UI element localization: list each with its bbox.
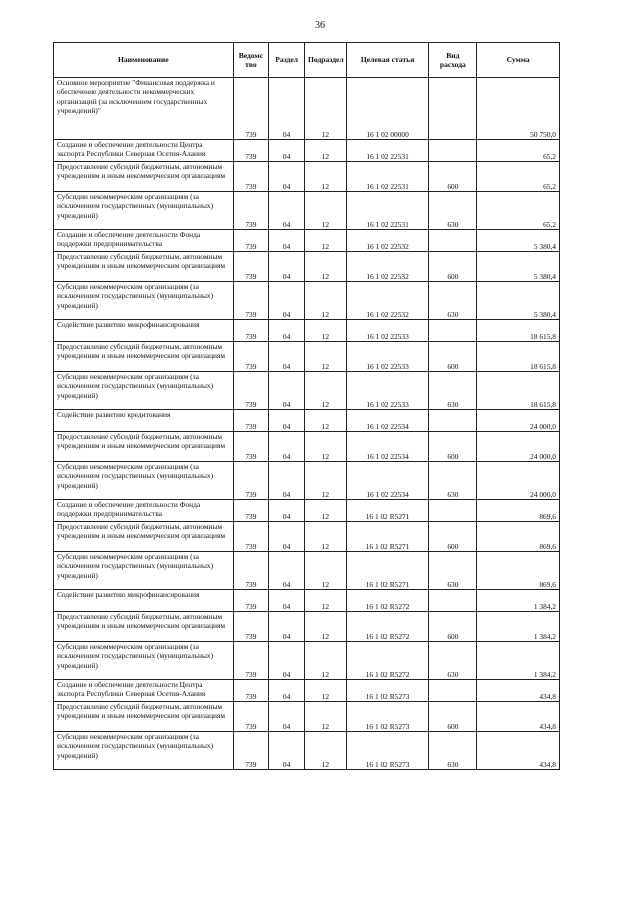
row-target-article: 16 1 02 R5271 <box>346 552 429 590</box>
table-row <box>54 342 560 372</box>
row-name: Субсидии некоммерческим организациям (за исключением государственных (муниципальных) учреждений) <box>54 732 234 770</box>
row-sum: 434,8 <box>477 702 560 732</box>
row-sum: 18 615,8 <box>477 372 560 410</box>
row-vedomstvo: 739 <box>233 192 269 230</box>
row-sum: 65,2 <box>477 162 560 192</box>
row-sum: 65,2 <box>477 140 560 162</box>
table-row <box>54 282 560 320</box>
row-target-article: 16 1 02 R5273 <box>346 680 429 702</box>
row-name: Предоставление субсидий бюджетным, автономным учреждениям и иным некоммерческим организациям <box>54 702 234 732</box>
row-podrazdel: 12 <box>304 432 346 462</box>
row-razdel: 04 <box>269 252 305 282</box>
table-row <box>54 702 560 732</box>
row-target-article: 16 1 02 22531 <box>346 162 429 192</box>
row-podrazdel: 12 <box>304 702 346 732</box>
row-sum: 1 384,2 <box>477 642 560 680</box>
row-razdel: 04 <box>269 590 305 612</box>
row-razdel: 04 <box>269 680 305 702</box>
row-target-article: 16 1 02 22531 <box>346 192 429 230</box>
header-razdel: Раздел <box>269 43 305 78</box>
row-podrazdel: 12 <box>304 500 346 522</box>
row-expense-type: 600 <box>429 522 477 552</box>
row-podrazdel: 12 <box>304 252 346 282</box>
row-vedomstvo: 739 <box>233 252 269 282</box>
table-row <box>54 590 560 612</box>
row-name: Создание и обеспечение деятельности Фонда поддержки предпринимательства <box>54 500 234 522</box>
row-target-article: 16 1 02 22534 <box>346 410 429 432</box>
row-sum: 434,8 <box>477 732 560 770</box>
row-expense-type: 630 <box>429 372 477 410</box>
row-name: Субсидии некоммерческим организациям (за исключением государственных (муниципальных) учреждений) <box>54 192 234 230</box>
row-sum: 18 615,8 <box>477 342 560 372</box>
row-razdel: 04 <box>269 732 305 770</box>
row-name: Предоставление субсидий бюджетным, автономным учреждениям и иным некоммерческим организациям <box>54 522 234 552</box>
row-vedomstvo: 739 <box>233 590 269 612</box>
row-vedomstvo: 739 <box>233 732 269 770</box>
row-target-article: 16 1 02 22534 <box>346 432 429 462</box>
row-razdel: 04 <box>269 192 305 230</box>
row-sum: 65,2 <box>477 192 560 230</box>
row-razdel: 04 <box>269 342 305 372</box>
table-row <box>54 500 560 522</box>
row-podrazdel: 12 <box>304 78 346 140</box>
row-name: Создание и обеспечение деятельности Центра экспорта Республики Северная Осетия-Алания <box>54 680 234 702</box>
row-vedomstvo: 739 <box>233 522 269 552</box>
table-row <box>54 612 560 642</box>
row-target-article: 16 1 02 R5272 <box>346 590 429 612</box>
row-expense-type: 630 <box>429 462 477 500</box>
row-sum: 5 380,4 <box>477 282 560 320</box>
header-sum: Сумма <box>477 43 560 78</box>
row-target-article: 16 1 02 R5273 <box>346 702 429 732</box>
row-podrazdel: 12 <box>304 342 346 372</box>
row-sum: 869,6 <box>477 500 560 522</box>
table-row <box>54 732 560 770</box>
row-podrazdel: 12 <box>304 140 346 162</box>
row-expense-type: 600 <box>429 342 477 372</box>
row-vedomstvo: 739 <box>233 78 269 140</box>
row-name: Предоставление субсидий бюджетным, автономным учреждениям и иным некоммерческим организациям <box>54 162 234 192</box>
row-target-article: 16 1 02 R5273 <box>346 732 429 770</box>
row-name: Предоставление субсидий бюджетным, автономным учреждениям и иным некоммерческим организациям <box>54 612 234 642</box>
header-podrazdel: Подраздел <box>304 43 346 78</box>
row-target-article: 16 1 02 22532 <box>346 252 429 282</box>
table-row <box>54 320 560 342</box>
budget-table <box>53 42 560 770</box>
row-vedomstvo: 739 <box>233 432 269 462</box>
row-podrazdel: 12 <box>304 590 346 612</box>
row-vedomstvo: 739 <box>233 282 269 320</box>
row-target-article: 16 1 02 22534 <box>346 462 429 500</box>
row-vedomstvo: 739 <box>233 642 269 680</box>
row-expense-type <box>429 230 477 252</box>
row-expense-type: 630 <box>429 192 477 230</box>
row-razdel: 04 <box>269 230 305 252</box>
row-razdel: 04 <box>269 282 305 320</box>
row-name: Основное мероприятие "Финансовая поддержка и обеспечение деятельности некоммерческих организаций (за исключением государственных учреждений)" <box>54 78 234 140</box>
row-razdel: 04 <box>269 500 305 522</box>
row-sum: 24 000,0 <box>477 432 560 462</box>
row-razdel: 04 <box>269 320 305 342</box>
row-target-article: 16 1 02 00000 <box>346 78 429 140</box>
header-name: Наименование <box>54 43 234 78</box>
row-expense-type <box>429 140 477 162</box>
row-target-article: 16 1 02 22533 <box>346 342 429 372</box>
row-podrazdel: 12 <box>304 732 346 770</box>
row-name: Субсидии некоммерческим организациям (за исключением государственных (муниципальных) учреждений) <box>54 552 234 590</box>
table-row <box>54 552 560 590</box>
row-podrazdel: 12 <box>304 320 346 342</box>
row-vedomstvo: 739 <box>233 462 269 500</box>
row-sum: 869,6 <box>477 522 560 552</box>
table-row <box>54 462 560 500</box>
row-name: Предоставление субсидий бюджетным, автономным учреждениям и иным некоммерческим организациям <box>54 252 234 282</box>
table-row <box>54 140 560 162</box>
row-razdel: 04 <box>269 462 305 500</box>
row-razdel: 04 <box>269 552 305 590</box>
row-vedomstvo: 739 <box>233 612 269 642</box>
table-row <box>54 410 560 432</box>
row-razdel: 04 <box>269 432 305 462</box>
row-target-article: 16 1 02 R5271 <box>346 500 429 522</box>
row-target-article: 16 1 02 R5271 <box>346 522 429 552</box>
row-vedomstvo: 739 <box>233 230 269 252</box>
row-podrazdel: 12 <box>304 230 346 252</box>
row-podrazdel: 12 <box>304 282 346 320</box>
row-sum: 5 380,4 <box>477 230 560 252</box>
row-expense-type: 600 <box>429 702 477 732</box>
row-sum: 1 384,2 <box>477 612 560 642</box>
table-row <box>54 162 560 192</box>
header-vedomstvo: Ведомство <box>233 43 269 78</box>
row-razdel: 04 <box>269 702 305 732</box>
row-expense-type <box>429 78 477 140</box>
table-row <box>54 192 560 230</box>
row-target-article: 16 1 02 22532 <box>346 282 429 320</box>
row-name: Субсидии некоммерческим организациям (за исключением государственных (муниципальных) учреждений) <box>54 642 234 680</box>
row-vedomstvo: 739 <box>233 162 269 192</box>
row-vedomstvo: 739 <box>233 552 269 590</box>
row-vedomstvo: 739 <box>233 702 269 732</box>
table-row <box>54 642 560 680</box>
row-vedomstvo: 739 <box>233 342 269 372</box>
row-expense-type: 630 <box>429 552 477 590</box>
table-row <box>54 372 560 410</box>
row-razdel: 04 <box>269 642 305 680</box>
row-sum: 5 380,4 <box>477 252 560 282</box>
row-target-article: 16 1 02 22533 <box>346 372 429 410</box>
row-target-article: 16 1 02 22531 <box>346 140 429 162</box>
row-razdel: 04 <box>269 522 305 552</box>
row-sum: 24 000,0 <box>477 410 560 432</box>
header-target-article: Целевая статья <box>346 43 429 78</box>
row-podrazdel: 12 <box>304 162 346 192</box>
row-name: Содействие развитию кредитования <box>54 410 234 432</box>
row-vedomstvo: 739 <box>233 372 269 410</box>
row-sum: 1 384,2 <box>477 590 560 612</box>
row-name: Предоставление субсидий бюджетным, автономным учреждениям и иным некоммерческим организациям <box>54 342 234 372</box>
row-podrazdel: 12 <box>304 612 346 642</box>
row-name: Создание и обеспечение деятельности Фонда поддержки предпринимательства <box>54 230 234 252</box>
table-row <box>54 522 560 552</box>
row-razdel: 04 <box>269 78 305 140</box>
row-expense-type: 630 <box>429 642 477 680</box>
row-expense-type: 600 <box>429 432 477 462</box>
row-razdel: 04 <box>269 140 305 162</box>
row-sum: 24 000,0 <box>477 462 560 500</box>
row-podrazdel: 12 <box>304 462 346 500</box>
row-expense-type <box>429 410 477 432</box>
row-expense-type: 600 <box>429 162 477 192</box>
row-sum: 434,8 <box>477 680 560 702</box>
header-expense-type: Вид расхода <box>429 43 477 78</box>
row-name: Субсидии некоммерческим организациям (за исключением государственных (муниципальных) учреждений) <box>54 462 234 500</box>
row-expense-type <box>429 500 477 522</box>
row-podrazdel: 12 <box>304 552 346 590</box>
table-row <box>54 230 560 252</box>
row-name: Предоставление субсидий бюджетным, автономным учреждениям и иным некоммерческим организациям <box>54 432 234 462</box>
row-sum: 18 615,8 <box>477 320 560 342</box>
row-name: Содействие развитию микрофинансирования <box>54 320 234 342</box>
row-target-article: 16 1 02 22532 <box>346 230 429 252</box>
row-vedomstvo: 739 <box>233 680 269 702</box>
row-razdel: 04 <box>269 162 305 192</box>
table-row <box>54 252 560 282</box>
table-row <box>54 432 560 462</box>
row-name: Субсидии некоммерческим организациям (за исключением государственных (муниципальных) учреждений) <box>54 282 234 320</box>
row-expense-type: 600 <box>429 612 477 642</box>
row-name: Создание и обеспечение деятельности Центра экспорта Республики Северная Осетия-Алания <box>54 140 234 162</box>
row-expense-type <box>429 680 477 702</box>
row-podrazdel: 12 <box>304 680 346 702</box>
row-expense-type: 630 <box>429 282 477 320</box>
row-target-article: 16 1 02 R5272 <box>346 642 429 680</box>
row-name: Содействие развитию микрофинансирования <box>54 590 234 612</box>
row-podrazdel: 12 <box>304 192 346 230</box>
row-expense-type: 630 <box>429 732 477 770</box>
row-expense-type: 600 <box>429 252 477 282</box>
row-podrazdel: 12 <box>304 522 346 552</box>
row-podrazdel: 12 <box>304 642 346 680</box>
row-vedomstvo: 739 <box>233 320 269 342</box>
row-sum: 869,6 <box>477 552 560 590</box>
row-name: Субсидии некоммерческим организациям (за исключением государственных (муниципальных) учреждений) <box>54 372 234 410</box>
row-vedomstvo: 739 <box>233 410 269 432</box>
row-expense-type <box>429 590 477 612</box>
row-podrazdel: 12 <box>304 410 346 432</box>
table-header-row <box>54 43 560 78</box>
table-row <box>54 680 560 702</box>
row-vedomstvo: 739 <box>233 140 269 162</box>
row-podrazdel: 12 <box>304 372 346 410</box>
row-razdel: 04 <box>269 612 305 642</box>
table-row <box>54 78 560 140</box>
row-razdel: 04 <box>269 410 305 432</box>
page-number: 36 <box>315 20 325 31</box>
row-target-article: 16 1 02 22533 <box>346 320 429 342</box>
row-razdel: 04 <box>269 372 305 410</box>
row-sum: 50 750,0 <box>477 78 560 140</box>
row-target-article: 16 1 02 R5272 <box>346 612 429 642</box>
row-vedomstvo: 739 <box>233 500 269 522</box>
row-expense-type <box>429 320 477 342</box>
